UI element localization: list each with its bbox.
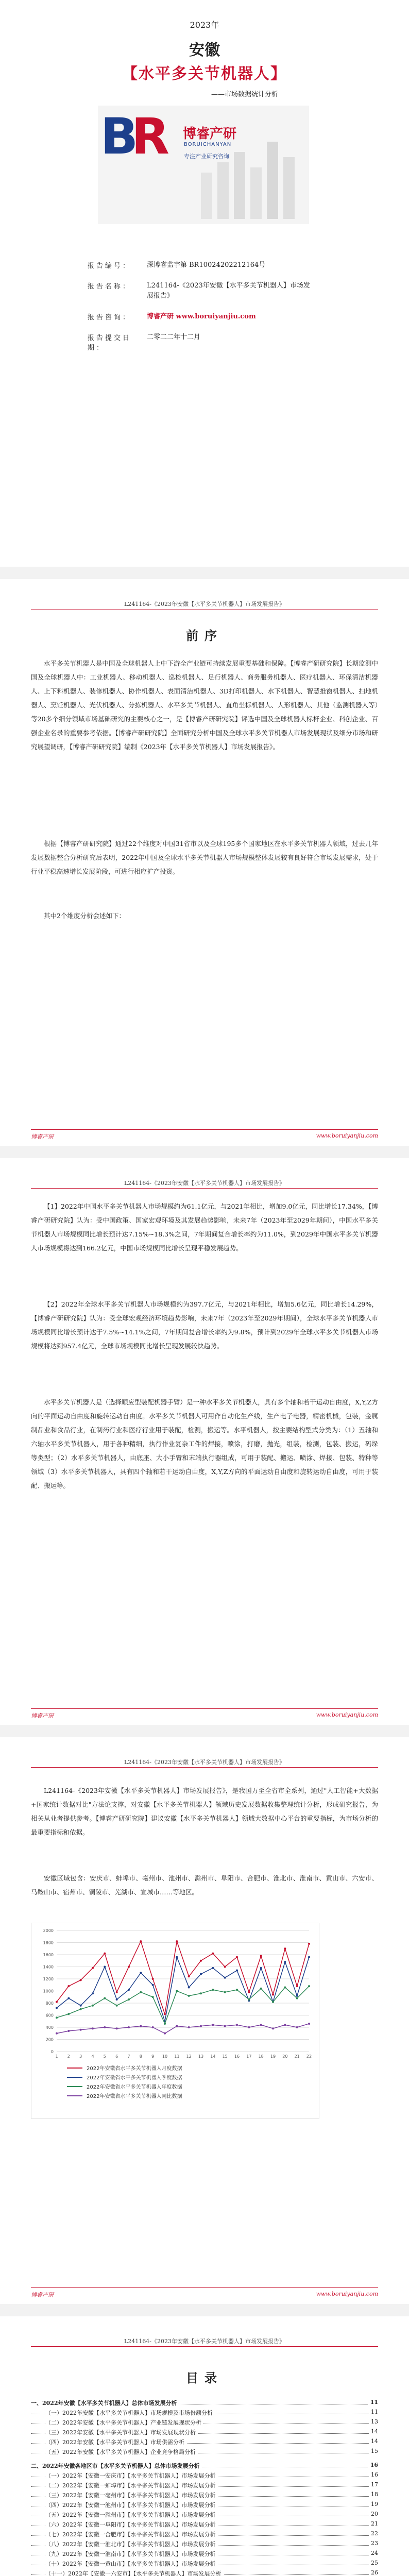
series-point: [212, 1989, 214, 1991]
series-point: [128, 1966, 130, 1968]
series-point: [200, 1960, 202, 1962]
x-tick-label: 14: [210, 2054, 216, 2059]
toc-entry-title: 一、2022年安徽【水平多关节机器人】总体市场发展分析: [31, 2399, 179, 2407]
x-tick-label: 5: [103, 2054, 106, 2059]
toc-entry-page: 15: [369, 2448, 378, 2454]
footer-brand: 博睿产研: [31, 1713, 54, 1719]
x-tick-label: 16: [234, 2054, 240, 2059]
running-head: L241164-《2023年安徽【水平多关节机器人】市场发展报告》: [124, 601, 285, 607]
toc-entry-title: （五）2022年安徽【水平多关节机器人】企业竞争格局分析: [45, 2448, 198, 2456]
footer-brand: 博睿产研: [31, 2292, 54, 2298]
series-point: [152, 1984, 154, 1986]
series-point: [116, 2005, 118, 2007]
series-point: [260, 1988, 262, 1990]
toc-entry-title: （三）2022年【安徽一亳州市】【水平多关节机器人】市场发展分析: [45, 2491, 218, 2499]
series-point: [296, 2026, 298, 2028]
series-point: [92, 2027, 94, 2029]
x-tick-label: 2: [67, 2054, 70, 2059]
toc-entry-title: （二）2022年安徽【水平多关节机器人】产业链发展现状分析: [45, 2418, 203, 2427]
series-point: [92, 2005, 94, 2007]
series-point: [152, 1996, 154, 1998]
toc-entry-page: 11: [369, 2409, 378, 2415]
series-point: [260, 1955, 262, 1957]
toc-entry-page: 22: [369, 2530, 378, 2537]
y-tick-label: 1000: [43, 1989, 54, 1994]
toc-entry-page: 13: [369, 2418, 378, 2425]
series-point: [272, 2001, 274, 2003]
x-tick-label: 17: [246, 2054, 252, 2059]
toc-entry[interactable]: [31, 2409, 378, 2416]
toc-entry-title: （九）2022年【安徽一淮南市】【水平多关节机器人】市场发展分析: [45, 2550, 218, 2558]
toc-entry[interactable]: [31, 2550, 378, 2557]
page-gap: [0, 1725, 409, 1737]
preface-paragraph: 水平多关节机器人是中国及全球机器人上中下游全产业链可持续发展重要基础和保障。【博睿产研研究院】长期监测中国及全球机器人中：工业机器人、移动机器人、巡检机器人、足行机器人、商务服务机器人、医疗机器人、环保清洁机器人、上下料机器人、装修机器人、协作机器人、表面清洁机器人、3D打印机器人、水下机器人、智慧推窗机器人、扫地机器人、烹饪机器人、光伏机器人、分拣机器人、水平多关节机器人、直角坐标机器人、人形机器人、其他（监测机器人等）等20多个细分领域市场基础研究的主要核心之一，是【博睿产研研究院】评选中国及全球机器人标杆企业、科创企业、百强企业名录的重要参考依据。【博睿产研研究院】全面研究分析中国及全球水平多关节机器人市场发展现状及细分市场和研究展望调研，【博睿产研研究院】编制《2023年【水平多关节机器人】市场发展报告》。: [31, 659, 378, 751]
legend-label: 2022年安徽省水平多关节机器人年度数据: [87, 2084, 182, 2090]
x-tick-label: 20: [282, 2054, 288, 2059]
series-point: [272, 1994, 274, 1996]
line-chart: [31, 1923, 319, 2119]
x-tick-label: 7: [127, 2054, 130, 2059]
region-paragraph: L241164-《2023年安徽【水平多关节机器人】市场发展报告》，是我国万至全省市全系列，通过"人工智能+大数据+国家统计数据对比"方法论支撑，对安徽【水平多关节机器人】领域历史发展数据收集整理统计分析，形成研究报告，为相关从业者提供参考。【博睿产研研究院】建议安徽【水平多关节机器人】领域大数据中心平台的重要指标，为市场分析的最重要指标和依据。: [31, 1787, 378, 1836]
x-tick-label: 19: [270, 2054, 276, 2059]
toc-page: [0, 2316, 409, 2576]
series-point: [67, 1985, 70, 1987]
series-point: [224, 1977, 226, 1979]
x-tick-label: 18: [258, 2054, 264, 2059]
page-gap: [0, 567, 409, 579]
series-point: [284, 2024, 286, 2026]
footer-rule: [31, 1129, 378, 1130]
preface-paragraph: 根据【博睿产研研究院】通过22个维度对中国31省市以及全球195多个国家地区在水平多关节机器人领域，过去几年发展数据整合分析研究后表明，2022年中国及全球水平多关节机器人市场规模整体发展较有良好符合市场发展需求，处于行业平稳高速增长发展阶段，可进行相应扩产投资。: [31, 840, 378, 875]
series-point: [176, 1940, 178, 1942]
toc-entry-title: （十）2022年【安徽一黄山市】【水平多关节机器人】市场发展分析: [45, 2560, 218, 2568]
cover-product-title: 【水平多关节机器人】: [122, 65, 287, 83]
page-gap: [0, 1146, 409, 1158]
toc-entry-title: （七）2022年【安徽一合肥市】【水平多关节机器人】市场发展分析: [45, 2530, 218, 2538]
market-paragraph: 水平多关节机器人是（选择顺应型装配机器手臂）是一种水平多关节机器人，具有多个轴和若干运动自由度，X,Y,Z方向的平面运动自由度和旋转运动自由度。水平多关节机器人可用作自动化生产线，生产电子电器，精密机械，包装，金属制品业和食品行业，在制药行业和医疗行业用于装配，检测，搬运等。水平机器人，按主要结构型式分类为：（1）五轴和六轴水平多关节机器人，用于各种精细，执行作业复杂工件的焊接，喷涂，打磨，抛光，组装，检测，包装、搬运，码垛等类型；（2）水平多关节机器人，由底座、大小手臂和末端执行器组成，可用于装配、搬运、喷涂、焊接、包装、特种等领域（3）水平多关节机器人，具有四个轴和若干运动自由度，X,Y,Z方向的平面运动自由度和旋转运动自由度，可用于装配、搬运等。: [31, 1398, 378, 1489]
x-tick-label: 8: [139, 2054, 142, 2059]
series-point: [67, 1997, 70, 1999]
series-point: [200, 1973, 202, 1975]
toc-entry[interactable]: [31, 2462, 378, 2469]
y-tick-label: 600: [45, 2013, 54, 2018]
toc-entry-page: 16: [368, 2462, 378, 2468]
x-tick-label: 11: [174, 2054, 180, 2059]
y-tick-label: 1600: [43, 1953, 54, 1957]
toc-entry[interactable]: [31, 2491, 378, 2499]
company-logo: [100, 108, 296, 167]
toc-entry-page: 26: [369, 2569, 378, 2576]
legend-label: 2022年安徽省水平多关节机器人季度数据: [87, 2075, 182, 2081]
series-point: [164, 2013, 166, 2015]
toc-entry-page: 18: [369, 2491, 378, 2498]
series-point: [56, 2001, 58, 2003]
toc-entry[interactable]: [31, 2438, 378, 2446]
toc-entry[interactable]: [31, 2399, 378, 2406]
toc-entry[interactable]: [31, 2511, 378, 2518]
series-point: [296, 1995, 298, 1997]
consult-link[interactable]: 博睿产研 www.boruiyanjiu.com: [147, 313, 256, 320]
series-point: [128, 2026, 130, 2028]
running-head: L241164-《2023年安徽【水平多关节机器人】市场发展报告》: [124, 2338, 285, 2345]
toc-entry-title: （四）2022年【安徽一池州市】【水平多关节机器人】市场发展分析: [45, 2501, 218, 2509]
cover-year: 2023年: [190, 20, 219, 30]
toc-entry[interactable]: [31, 2471, 378, 2479]
series-point: [140, 2025, 142, 2027]
toc-entry-page: 25: [369, 2560, 378, 2566]
series-point: [176, 2025, 178, 2027]
series-point: [80, 1979, 82, 1981]
series-point: [296, 1997, 298, 1999]
logo-letter-b: B: [100, 108, 139, 165]
series-point: [116, 1991, 118, 1993]
series-point: [67, 2013, 70, 2015]
series-point: [164, 2023, 166, 2025]
running-head: L241164-《2023年安徽【水平多关节机器人】市场发展报告》: [124, 1759, 285, 1766]
toc-list: [0, 2399, 409, 2576]
info-label: 报告名称：: [88, 283, 132, 291]
series-point: [188, 1975, 190, 1977]
series-point: [92, 1992, 94, 1994]
toc-entry-title: （五）2022年【安徽一滁州市】【水平多关节机器人】市场发展分析: [45, 2511, 218, 2519]
series-point: [224, 1966, 226, 1968]
x-tick-label: 4: [91, 2054, 94, 2059]
series-point: [80, 2008, 82, 2010]
footer-url[interactable]: www.boruiyanjiu.com: [316, 2291, 378, 2297]
x-tick-label: 3: [79, 2054, 82, 2059]
series-point: [236, 1970, 238, 1972]
toc-entry-title: 二、2022年安徽各地区市【水平多关节机器人】总体市场发展分析: [31, 2462, 202, 2470]
series-point: [176, 1956, 178, 1958]
x-tick-label: 10: [162, 2054, 168, 2059]
series-point: [104, 2026, 106, 2028]
cover-page: [0, 0, 409, 567]
series-point: [272, 2027, 274, 2029]
series-point: [80, 2029, 82, 2031]
y-tick-label: 200: [45, 2037, 54, 2042]
info-value: L241164-《2023年安徽【水平多关节机器人】市场发展报告》: [147, 282, 310, 300]
toc-entry[interactable]: [31, 2501, 378, 2509]
market-paragraph: 【2】2022年全球水平多关节机器人市场规模约为397.7亿元，与2021年相比，增加5.6亿元，同比增长14.29%，【博睿产研研究院】认为：受全球宏观经济环境趋势影响，未来7年（2023年至2029年期间），全球水平多关节机器人市场规模同比增长预计达于7.5%~14.1%之间，7年期间复合增长率约为9.8%，预计到2029年全球水平多关节机器人市场规模将达到957.4亿元，全球市场规模同比增长呈现发展较快趋势。: [31, 1300, 378, 1350]
series-point: [200, 2025, 202, 2027]
series-point: [236, 1956, 238, 1958]
legend-label: 2022年安徽省水平多关节机器人同比数据: [87, 2094, 182, 2099]
series-point: [212, 1967, 214, 1969]
series-point: [296, 1985, 298, 1987]
y-tick-label: 400: [45, 2025, 54, 2030]
cover-region: 安徽: [189, 41, 220, 59]
logo-english-name: BORUICHANYAN: [184, 142, 232, 147]
toc-entry-title: （四）2022年安徽【水平多关节机器人】市场供需分析: [45, 2438, 186, 2446]
toc-entry[interactable]: [31, 2418, 378, 2426]
series-point: [104, 1953, 106, 1955]
page-gap: [0, 2304, 409, 2316]
market-page: [0, 1158, 409, 1725]
legend-label: 2022年安徽省水平多关节机器人月度数据: [87, 2066, 182, 2072]
y-tick-label: 1400: [43, 1964, 54, 1970]
series-point: [104, 1997, 106, 1999]
toc-entry-page: 14: [369, 2438, 378, 2445]
series-point: [260, 2024, 262, 2026]
x-tick-label: 12: [186, 2054, 192, 2059]
market-paragraph: 【1】2022年中国水平多关节机器人市场规模约为61.1亿元，与2021年相比，增加9.0亿元，同比增长17.34%，【博睿产研研究院】认为：受中国政策、国家宏观环境及其发展趋势影响，未来7年（2023年至2029年期间），中国水平多关节机器人市场规模同比增长预计达7.15%~18.3%之间，7年期间复合增长率约为11.0%，到2029年中国水平多关节机器人市场规模将达到166.2亿元，中国市场规模同比增长呈现平稳发展趋势。: [31, 1202, 378, 1252]
info-label: 报告提交日期：: [88, 334, 132, 352]
y-tick-label: 1800: [43, 1940, 54, 1945]
series-point: [236, 1989, 238, 1991]
running-head-rule: [31, 2346, 378, 2347]
series-point: [308, 1985, 310, 1987]
series-point: [248, 1998, 250, 2001]
series-point: [140, 1991, 142, 1993]
x-tick-label: 15: [222, 2054, 228, 2059]
footer-rule: [31, 2287, 378, 2288]
series-point: [224, 2025, 226, 2027]
running-head: L241164-《2023年安徽【水平多关节机器人】市场发展报告》: [124, 1180, 285, 1187]
series-point: [248, 2026, 250, 2028]
x-tick-label: 9: [151, 2054, 155, 2059]
series-point: [56, 2032, 58, 2035]
series-point: [116, 1998, 118, 2001]
toc-entry-title: （八）2022年【安徽一淮北市】【水平多关节机器人】市场发展分析: [45, 2540, 218, 2548]
series-point: [248, 1991, 250, 1993]
series-point: [56, 2007, 58, 2009]
series-point: [67, 2030, 70, 2032]
logo-tagline: 专注产业研究咨询: [184, 153, 229, 160]
series-point: [200, 1992, 202, 1994]
toc-entry-title: （一）2022年安徽【水平多关节机器人】市场规模及市场份额分析: [45, 2409, 215, 2417]
series-point: [104, 1966, 106, 1968]
toc-entry[interactable]: [31, 2560, 378, 2567]
footer-brand: 博睿产研: [31, 1133, 54, 1140]
series-point: [284, 1986, 286, 1988]
running-head-rule: [31, 1188, 378, 1189]
toc-entry-page: 14: [369, 2428, 378, 2435]
toc-title: 目录: [186, 2370, 223, 2385]
series-point: [308, 2023, 310, 2025]
series-point: [152, 2026, 154, 2028]
footer-rule: [31, 1708, 378, 1709]
toc-entry[interactable]: [31, 2540, 378, 2548]
toc-entry-page: 17: [369, 2481, 378, 2488]
series-point: [284, 1961, 286, 1963]
series-point: [308, 1943, 310, 1945]
x-tick-label: 6: [115, 2054, 118, 2059]
x-tick-label: 22: [306, 2054, 312, 2059]
y-tick-label: 0: [50, 2049, 54, 2054]
series-point: [188, 1995, 190, 1997]
series-point: [176, 1990, 178, 1992]
toc-entry[interactable]: [31, 2569, 378, 2576]
footer-url[interactable]: www.boruiyanjiu.com: [316, 1711, 378, 1718]
series-point: [152, 1978, 154, 1980]
region-page: [0, 1737, 409, 2304]
toc-entry[interactable]: [31, 2530, 378, 2538]
toc-entry[interactable]: [31, 2520, 378, 2528]
info-label: 报告咨询：: [88, 314, 132, 321]
toc-entry-title: （三）2022年安徽【水平多关节机器人】市场发展现状分析: [45, 2428, 198, 2436]
preface-title: 前序: [186, 628, 223, 643]
toc-entry[interactable]: [31, 2481, 378, 2489]
y-tick-label: 2000: [43, 1928, 54, 1933]
series-point: [164, 2032, 166, 2035]
series-point: [140, 1940, 142, 1942]
toc-entry-page: 19: [369, 2501, 378, 2507]
toc-entry-page: 24: [369, 2550, 378, 2556]
series-point: [128, 1998, 130, 2001]
series-point: [236, 2024, 238, 2026]
toc-entry-page: 23: [369, 2540, 378, 2547]
x-tick-label: 13: [198, 2054, 204, 2059]
running-head-rule: [31, 1767, 378, 1768]
x-tick-label: 21: [294, 2054, 300, 2059]
series-point: [140, 1972, 142, 1974]
series-point: [212, 1953, 214, 1955]
preface-page: [0, 579, 409, 1146]
series-point: [80, 2005, 82, 2007]
info-label: 报告编号：: [88, 262, 132, 270]
toc-entry-page: 11: [368, 2399, 378, 2405]
toc-entry[interactable]: [31, 2428, 378, 2436]
series-point: [260, 1967, 262, 1969]
toc-entry-title: （六）2022年【安徽一阜阳市】【水平多关节机器人】市场发展分析: [45, 2520, 218, 2529]
series-point: [56, 2016, 58, 2019]
series-point: [284, 1947, 286, 1950]
logo-letter-r: R: [131, 108, 169, 165]
series-point: [212, 2024, 214, 2026]
y-tick-label: 800: [45, 2001, 54, 2006]
series-point: [308, 1956, 310, 1958]
logo-chinese-name: 博睿产研: [183, 126, 237, 142]
preface-paragraph: 其中2个维度分析会述如下：: [44, 912, 125, 920]
toc-entry-page: 21: [369, 2520, 378, 2527]
series-point: [188, 1986, 190, 1988]
info-value: 深博睿监字第 BR10024202212164号: [147, 261, 266, 269]
toc-entry-page: 16: [369, 2471, 378, 2478]
series-point: [116, 2027, 118, 2029]
series-point: [128, 1989, 130, 1991]
series-point: [224, 1991, 226, 1993]
toc-entry-title: （二）2022年【安徽一蚌埠市】【水平多关节机器人】市场发展分析: [45, 2481, 218, 2489]
x-tick-label: 1: [55, 2054, 58, 2059]
toc-entry-title: （一）2022年【安徽一安庆市】【水平多关节机器人】市场发展分析: [45, 2471, 218, 2480]
toc-entry-title: （十一）2022年【安徽一六安市】【水平多关节机器人】市场发展分析: [45, 2569, 224, 2576]
region-paragraph: 安徽区域包含：安庆市、蚌埠市、亳州市、池州市、滁州市、阜阳市、合肥市、淮北市、淮南市、黄山市、六安市、马鞍山市、宿州市、铜陵市、芜湖市、宣城市……等地区。: [31, 1874, 378, 1896]
footer-url[interactable]: www.boruiyanjiu.com: [316, 1132, 378, 1139]
y-tick-label: 1200: [43, 1977, 54, 1981]
series-point: [92, 1967, 94, 1969]
cover-subtitle: ——市场数据统计分析: [211, 91, 279, 98]
info-value: 二零二二年十二月: [147, 333, 201, 341]
toc-entry-page: 20: [369, 2511, 378, 2517]
toc-entry[interactable]: [31, 2448, 378, 2455]
series-point: [188, 2026, 190, 2028]
